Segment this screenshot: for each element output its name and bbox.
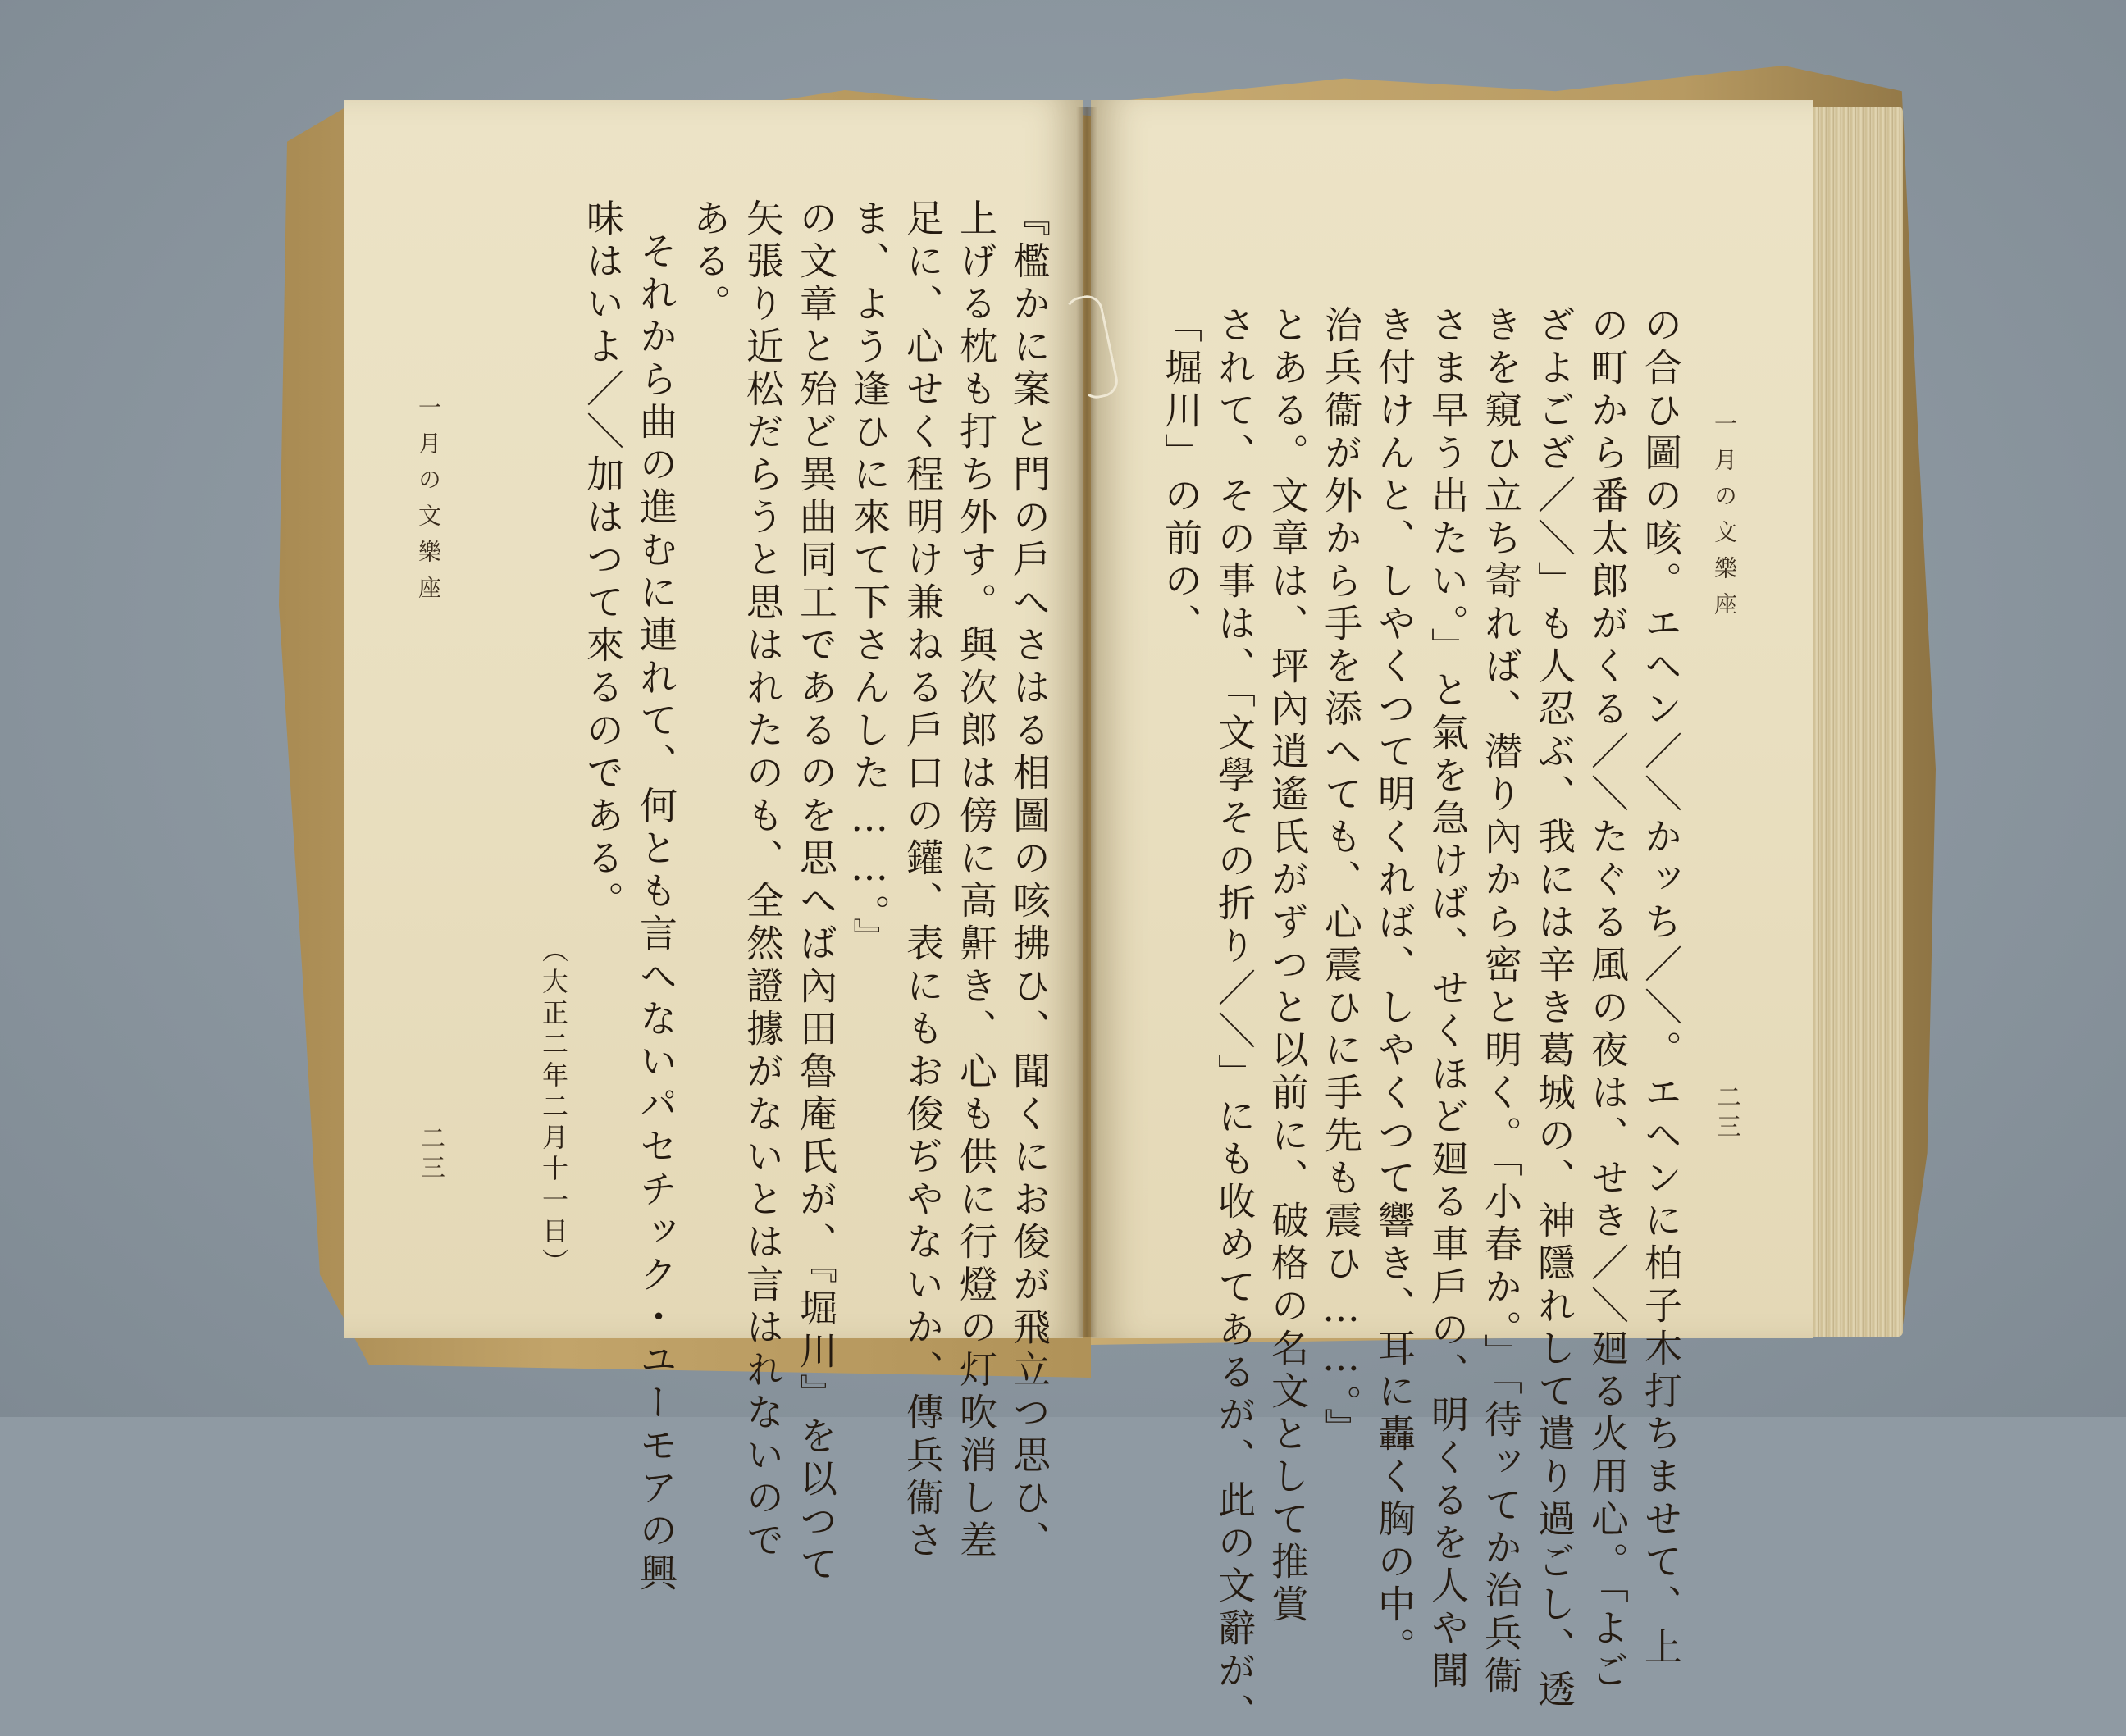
right-running-head: 一月の文樂座	[1711, 412, 1738, 628]
book-gutter	[1076, 107, 1097, 1337]
right-col-2: の町から番太郎がくる／＼たぐる風の夜は、せき／＼廻る火用心。「よご	[1585, 305, 1630, 1693]
left-col-2: 上げる枕も打ち外す。與次郎は傍に高鼾き、心も供に行燈の灯吹消し差	[954, 198, 998, 1563]
right-col-7: 治兵衞が外から手を添へても、心震ひに手先も震ひ……。』	[1319, 305, 1363, 1451]
right-col-6: き付けんと、しやくつて明くれば、しやくつて響き、耳に轟く胸の中。	[1372, 305, 1417, 1670]
right-page	[1091, 100, 1813, 1736]
right-col-10: 「堀川」の前の、	[1159, 305, 1203, 646]
left-col-4: ま、よう逢ひに來て下さんした……。』	[847, 198, 892, 960]
date-note: （大正二年二月十一日）	[538, 936, 569, 1279]
left-col-6: 矢張り近松だらうと思はれたのも、全然證據がないとは言はれないので	[741, 198, 785, 1563]
right-col-8: とある。文章は、坪內逍遙氏がずつと以前に、破格の名文として推賞	[1266, 305, 1310, 1627]
left-col-8: それから曲の進むに連れて、何とも言へないパセチック・ユーモアの興	[634, 231, 678, 1596]
left-col-7: ある。	[687, 198, 732, 326]
left-col-3: 足に、心せく程明け兼ねる戶口の鑵、表にもお俊ぢやないか、傳兵衞さ	[901, 198, 945, 1563]
left-page-number: 二三	[416, 1125, 445, 1184]
right-page-number: 二三	[1712, 1084, 1740, 1143]
page-edges	[1804, 107, 1903, 1337]
left-col-5: の文章と殆ど異曲同工であるのを思へば內田魯庵氏が、『堀川』を以つて	[794, 198, 838, 1587]
left-col-9: 味はいよ／＼加はつて來るのである。	[581, 198, 625, 923]
right-col-1: の合ひ圖の咳。エヘン／＼かッち／＼。エヘンに柏子木打ちませて、上	[1639, 305, 1683, 1670]
left-col-1: 『檻かに案と門の戶へさはる相圖の咳拂ひ、聞くにお俊が飛立つ思ひ、	[1007, 198, 1052, 1563]
open-book	[271, 57, 1944, 1736]
left-running-head: 一月の文樂座	[415, 395, 442, 612]
right-col-5: さま早う出たい。」と氣を急けば、せくほど廻る車戶の、明くるを人や聞	[1426, 305, 1470, 1693]
left-page	[344, 100, 1083, 1596]
right-col-3: ざよござ／＼」も人忍ぶ、我には辛き葛城の、神隱れして遣り過ごし、透	[1532, 305, 1576, 1712]
right-col-4: きを窺ひ立ち寄れば、潜り內から密と明く。「小春か。」「待ッてか治兵衞	[1479, 305, 1523, 1698]
right-col-9: されて、その事は、「文學その折り／＼」にも收めてあるが、此の文辭が、	[1212, 305, 1257, 1736]
